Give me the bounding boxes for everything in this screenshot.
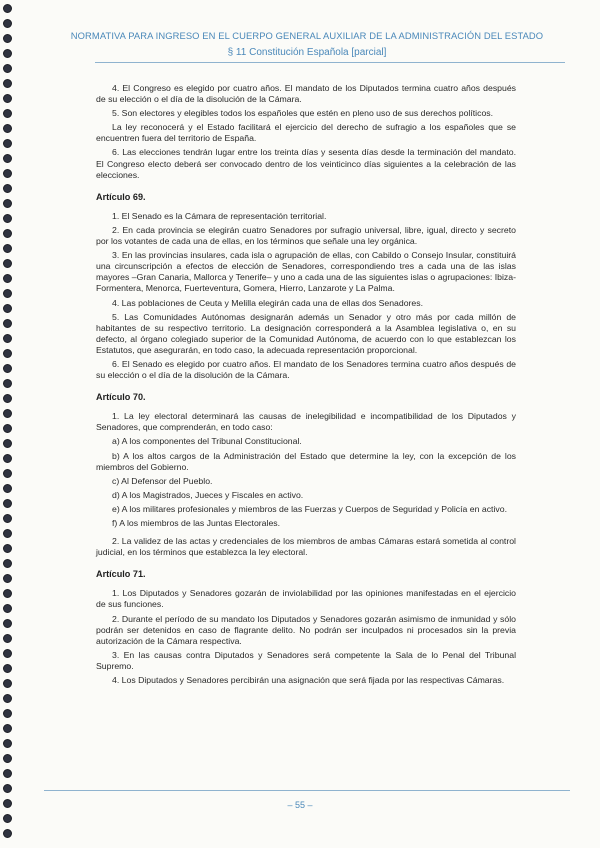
- paragraph: 5. Son electores y elegibles todos los españoles que estén en pleno uso de sus derechos políticos.: [112, 108, 494, 119]
- header-rule: [95, 62, 565, 63]
- paragraph: La ley reconocerá y el Estado facilitará el ejercicio del derecho de sufragio a los españoles que se encuentren fuera del territorio de España.: [96, 122, 516, 144]
- binding-hole: [3, 829, 12, 838]
- paragraph: 4. El Congreso es elegido por cuatro años. El mandato de los Diputados termina cuatro años después de su elección o el día de la disolución de la Cámara.: [96, 83, 516, 105]
- binding-hole: [3, 289, 12, 298]
- binding-hole: [3, 709, 12, 718]
- binding-hole: [3, 214, 12, 223]
- binding-hole: [3, 544, 12, 553]
- binding-hole: [3, 724, 12, 733]
- paragraph: 1. La ley electoral determinará las causas de inelegibilidad e incompatibilidad de los Diputados y Senadores, que comprenderán, en todo caso:: [96, 411, 516, 433]
- binding-hole: [3, 274, 12, 283]
- binding-hole: [3, 379, 12, 388]
- binding-hole: [3, 349, 12, 358]
- binding-hole: [3, 664, 12, 673]
- paragraph: 2. La validez de las actas y credenciales de los miembros de ambas Cámaras estará sometida al control judicial, en los términos que establezca la ley electoral.: [96, 536, 516, 558]
- article-71-heading: Artículo 71.: [96, 569, 146, 580]
- document-body: [96, 83, 516, 686]
- paragraph: 1. Los Diputados y Senadores gozarán de inviolabilidad por las opiniones manifestadas en el ejercicio de sus funciones.: [96, 588, 516, 610]
- paragraph: 4. Las poblaciones de Ceuta y Melilla elegirán cada una de ellas dos Senadores.: [112, 297, 424, 308]
- binding-hole: [3, 814, 12, 823]
- binding-hole: [3, 424, 12, 433]
- section-title: § 11 Constitución Española [parcial]: [227, 47, 387, 58]
- binding-hole: [3, 394, 12, 403]
- binding-hole: [3, 694, 12, 703]
- binding-hole: [3, 94, 12, 103]
- list-item: e) A los militares profesionales y miembros de las Fuerzas y Cuerpos de Seguridad y Policía en activo.: [112, 503, 507, 514]
- page-header: [44, 30, 570, 58]
- binding-hole: [3, 754, 12, 763]
- binding-hole: [3, 589, 12, 598]
- binding-hole: [3, 649, 12, 658]
- binding-hole: [3, 79, 12, 88]
- binding-hole: [3, 184, 12, 193]
- binding-hole: [3, 739, 12, 748]
- binding-hole: [3, 514, 12, 523]
- list-item: f) A los miembros de las Juntas Electorales.: [112, 518, 281, 528]
- paragraph: 3. En las provincias insulares, cada isla o agrupación de ellas, con Cabildo o Consejo Insular, constituirá una circunscripción a efectos de elección de Senadores, correspondiendo tres a cada una de las islas mayores –Gran Canaria, Mallorca y Tenerife– y uno a cada una de las siguientes islas o agrupaciones: Ibiza-Formentera, Menorca, Fuerteventura, Gomera, Hierro, Lanzarote y La Palma.: [96, 250, 516, 294]
- binding-hole: [3, 154, 12, 163]
- binding-hole: [3, 64, 12, 73]
- binding-hole: [3, 364, 12, 373]
- binding-hole: [3, 769, 12, 778]
- paragraph: 3. En las causas contra Diputados y Senadores será competente la Sala de lo Penal del Tribunal Supremo.: [96, 649, 516, 671]
- list-item: d) A los Magistrados, Jueces y Fiscales en activo.: [112, 489, 304, 500]
- binding-hole: [3, 304, 12, 313]
- binding-hole: [3, 229, 12, 238]
- binding-hole: [3, 469, 12, 478]
- list-item: b) A los altos cargos de la Administración del Estado que determine la ley, con la excepción de los miembros del Gobierno.: [96, 450, 516, 472]
- binding-hole: [3, 4, 12, 13]
- footer-rule: [44, 790, 570, 791]
- binding-hole: [3, 634, 12, 643]
- binding-hole: [3, 439, 12, 448]
- paragraph: 5. Las Comunidades Autónomas designarán además un Senador y otro más por cada millón de habitantes de su respectivo territorio. La designación corresponderá a la Asamblea legislativa o, en su defecto, al órgano colegiado superior de la Comunidad Autónoma, de acuerdo con lo que establezcan los Estatutos, que asegurarán, en todo caso, la adecuada representación proporcional.: [96, 311, 516, 355]
- list-item: a) A los componentes del Tribunal Constitucional.: [112, 436, 302, 447]
- binding-hole: [3, 139, 12, 148]
- paragraph: 4. Los Diputados y Senadores percibirán una asignación que será fijada por las respectivas Cámaras.: [112, 675, 505, 686]
- binding-hole: [3, 259, 12, 268]
- binding-hole: [3, 559, 12, 568]
- binding-hole: [3, 19, 12, 28]
- paragraph: 6. El Senado es elegido por cuatro años. El mandato de los Senadores termina cuatro años después de su elección o el día de la disolución de la Cámara.: [96, 358, 516, 381]
- article-69-heading: Artículo 69.: [96, 191, 146, 202]
- binding-hole: [3, 49, 12, 58]
- article-70-heading: Artículo 70.: [96, 392, 146, 403]
- binding-hole: [3, 454, 12, 463]
- binding-hole: [3, 244, 12, 253]
- page-number: – 55 –: [287, 800, 313, 810]
- binding-holes: [3, 4, 13, 844]
- paragraph: 6. Las elecciones tendrán lugar entre los treinta días y sesenta días desde la terminación del mandato. El Congreso electo deberá ser convocado dentro de los veinticinco días siguientes a la celebración de las elecciones.: [96, 147, 516, 180]
- binding-hole: [3, 484, 12, 493]
- binding-hole: [3, 109, 12, 118]
- header-title: NORMATIVA PARA INGRESO EN EL CUERPO GENERAL AUXILIAR DE LA ADMINISTRACIÓN DEL ESTADO: [70, 30, 544, 41]
- binding-hole: [3, 619, 12, 628]
- binding-hole: [3, 409, 12, 418]
- binding-hole: [3, 574, 12, 583]
- paragraph: 1. El Senado es la Cámara de representación territorial.: [112, 210, 327, 221]
- binding-hole: [3, 604, 12, 613]
- paragraph: 2. Durante el período de su mandato los Diputados y Senadores gozarán asimismo de inmunidad y sólo podrán ser detenidos en caso de flagrante delito. No podrán ser inculpados ni procesados sin la previa autorización de la Cámara respectiva.: [96, 613, 516, 646]
- list-item: c) Al Defensor del Pueblo.: [112, 475, 213, 486]
- binding-hole: [3, 529, 12, 538]
- binding-hole: [3, 319, 12, 328]
- binding-hole: [3, 124, 12, 133]
- binding-hole: [3, 169, 12, 178]
- binding-hole: [3, 499, 12, 508]
- binding-hole: [3, 199, 12, 208]
- binding-hole: [3, 784, 12, 793]
- paragraph: 2. En cada provincia se elegirán cuatro Senadores por sufragio universal, libre, igual, directo y secreto por los votantes de cada una de ellas, en los términos que señale una ley orgánica.: [96, 224, 516, 247]
- binding-hole: [3, 34, 12, 43]
- binding-hole: [3, 334, 12, 343]
- binding-hole: [3, 679, 12, 688]
